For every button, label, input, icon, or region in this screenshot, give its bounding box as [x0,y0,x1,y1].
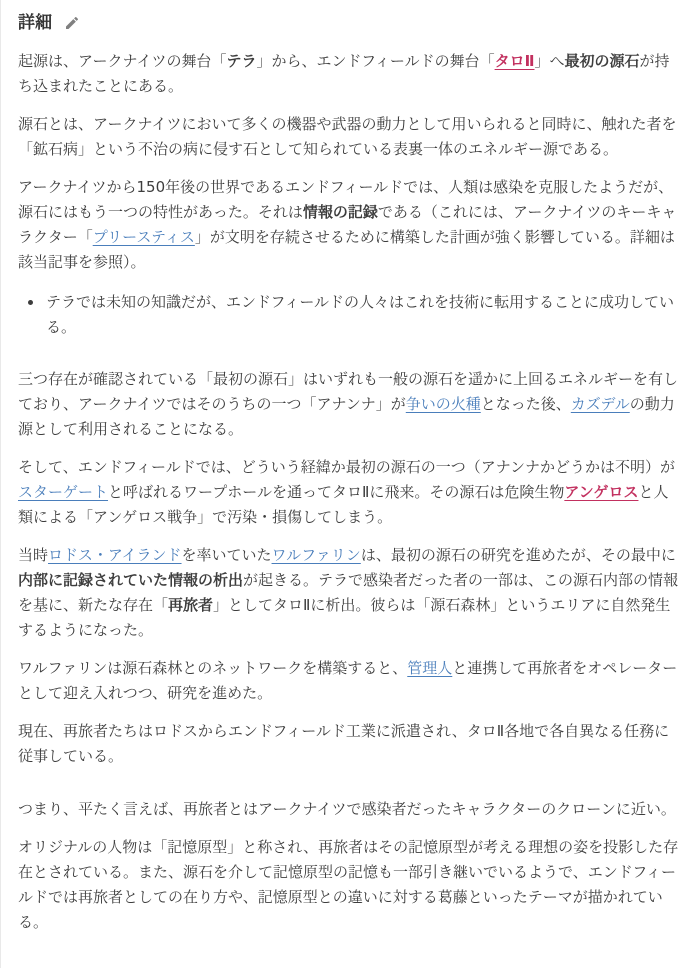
text-run: つまり、平たく言えば、再旅者とはアークナイツで感染者だったキャラクターのクローンに近い。 [18,800,676,818]
bold-text: 内部に記録されていた情報の析出 [18,571,244,589]
section-heading-row [18,12,679,34]
text-run: 三つ存在が確認されている「最初の源石」はいずれも一般の源石を遥かに上回るエネルギーを有しており、アークナイツではそのうちの一つ「アナンナ」が [18,370,679,413]
link[interactable]: スターゲート [18,483,109,501]
text-run: 起源は、アークナイツの舞台「 [18,52,227,70]
paragraph [18,49,679,99]
text-run: 」が文明を存続させるために構築した計画が強く影響している。詳細は該当記事を参照）。 [18,228,675,271]
text-run: アークナイツから150年後の世界であるエンドフィールドでは、人類は感染を克服したようだが、源石にはもう一つの特性があった。それは [18,178,674,221]
paragraph [18,835,679,935]
text-run: そして、エンドフィールドでは、どういう経緯か最初の源石の一つ（アナンナかどうかは不明）が [18,458,676,476]
link[interactable]: ロドス・アイランド [48,546,182,564]
link[interactable]: プリースティス [92,228,195,246]
text-run: 」としてタロⅡに析出。彼らは「源石森林」というエリアに自然発生するようになった。 [18,596,671,639]
paragraph [18,797,679,822]
text-run: が持ち込まれたことにある。 [18,52,670,95]
bold-text: テラ [226,52,257,70]
link[interactable]: タロⅡ [494,52,535,70]
paragraph [18,543,679,643]
bullet-list [18,290,679,340]
edit-button[interactable] [63,15,80,32]
pencil-icon [64,15,80,31]
link[interactable]: アンゲロス [564,483,639,501]
bold-text: 最初の源石 [564,52,640,70]
text-run: と呼ばれるワープホールを通ってタロⅡに飛来。その源石は危険生物 [108,483,565,501]
link[interactable]: ワルファリン [271,546,361,564]
page-title: 詳細 [18,13,52,33]
text-run: ワルファリンは源石森林とのネットワークを構築すると、 [18,659,408,677]
blank-line [18,782,679,797]
content-blocks [18,49,679,935]
text-run: と人類による「アンゲロス戦争」で汚染・損傷してしまう。 [18,483,669,526]
link[interactable]: カズデル [570,395,630,413]
text-run: オリジナルの人物は「記憶原型」と称され、再旅者はその記憶原型が考える理想の姿を投影した存在とされている。また、源石を介して記憶原型の記憶も一部引き継いでいるようで、エンドフィールドでは再旅者としての在り方や、記憶原型との違いに対する葛藤といったテーマが描かれている。 [18,838,679,931]
paragraph [18,112,679,162]
text-run: である（これには、アークナイツのキーキャラクター「 [18,203,677,246]
paragraph [18,719,679,769]
text-run: となった後、 [480,395,571,413]
text-run: 現在、再旅者たちはロドスからエンドフィールド工業に派遣され、タロⅡ各地で各自異なる任務に従事している。 [18,722,670,765]
text-run: の動力源として利用されることになる。 [18,395,675,438]
paragraph [18,455,679,530]
bold-text: 再旅者 [168,596,214,614]
text-run: 源石とは、アークナイツにおいて多くの機器や武器の動力として用いられると同時に、触れた者を「鉱石病」という不治の病に侵す石として知られている表裏一体のエネルギー源である。 [18,115,677,158]
text-run: 」から、エンドフィールドの舞台「 [256,52,495,70]
text-run: が起きる。テラで感染者だった者の一部は、この源石内部の情報を基に、新たな存在「 [18,571,679,614]
link[interactable]: 管理人 [407,659,453,677]
link[interactable]: 争いの火種 [405,395,481,413]
bold-text: 情報の記録 [302,203,378,221]
list-item [44,290,679,340]
paragraph [18,656,679,706]
text-run: 当時 [18,546,49,564]
paragraph [18,175,679,275]
text-run: を率いていた [181,546,272,564]
text-run: テラでは未知の知識だが、エンドフィールドの人々はこれを技術に転用することに成功している。 [46,293,675,336]
paragraph [18,367,679,442]
text-run: 」へ [534,52,565,70]
text-run: と連携して再旅者をオペレーターとして迎え入れつつ、研究を進めた。 [18,659,678,702]
text-run: は、最初の源石の研究を進めたが、その最中に [360,546,676,564]
